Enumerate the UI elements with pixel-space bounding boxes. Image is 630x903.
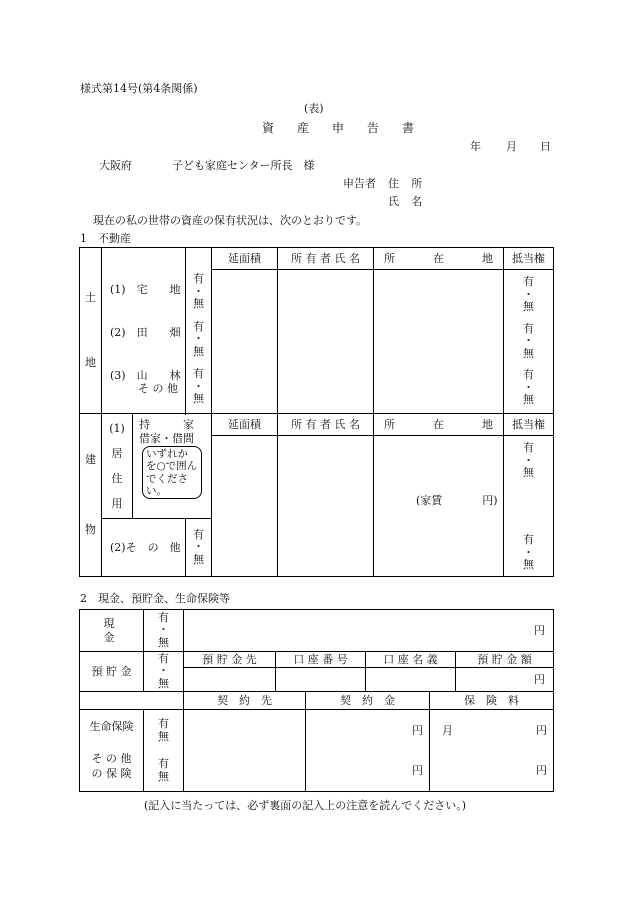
- savings-header-bank: 預 貯 金 先: [184, 652, 276, 668]
- own-house-option[interactable]: 持 家: [139, 418, 194, 431]
- land-yesno-3[interactable]: 有 ・ 無: [193, 366, 204, 406]
- building-header-area: 延面積: [212, 414, 278, 436]
- life-insurance-yesno[interactable]: 有 無: [158, 716, 169, 743]
- insurance-premium-cell: [430, 710, 554, 792]
- choice-instruction: いずれかを○で囲んでください。: [142, 446, 202, 498]
- insurance-table: [79, 691, 554, 792]
- land-owner-field[interactable]: [278, 270, 374, 414]
- land-yesno-2[interactable]: 有 ・ 無: [193, 319, 204, 358]
- life-insurance-amount-field[interactable]: 円: [412, 723, 423, 737]
- section-cash-title: 2 現金、預貯金、生命保険等: [80, 592, 230, 605]
- other-insurance-yesno[interactable]: 有 無: [158, 756, 169, 783]
- savings-bank-field[interactable]: [184, 668, 276, 692]
- building-other-yesno-cell: [186, 519, 212, 577]
- date-year: 年: [470, 140, 481, 153]
- form-number: 様式第14号(第4条関係): [80, 82, 198, 95]
- building-group-cell: [80, 414, 102, 577]
- other-insurance-amount-field[interactable]: 円: [412, 763, 423, 777]
- land-mortgage-cell: [504, 270, 554, 414]
- savings-header-account-no: 口 座 番 号: [276, 652, 366, 668]
- land-type-forest: (3) 山 林 そ の 他: [110, 369, 181, 396]
- savings-header-amount: 預 貯 金 額: [456, 652, 554, 668]
- real-estate-table: [79, 247, 554, 577]
- savings-account-name-field[interactable]: [366, 668, 456, 692]
- rented-option[interactable]: 借家・借間: [139, 432, 194, 446]
- residence-label: (1) 居 住 用: [102, 414, 133, 518]
- applicant-label: 申告者: [343, 177, 376, 190]
- building-mortgage-cell: [504, 436, 554, 577]
- land-type-residential: (1) 宅 地: [110, 283, 181, 297]
- land-header-mortgage: 抵当権: [504, 248, 554, 270]
- rent-amount-field[interactable]: (家賃 円): [416, 494, 498, 507]
- cash-yesno-cell: [144, 610, 184, 652]
- land-yesno-1[interactable]: 有 ・ 無: [193, 272, 204, 311]
- insurance-header-company: 契 約 先: [184, 692, 306, 710]
- building-other-label: (2)そ の 他: [102, 519, 186, 577]
- land-label-top: 土: [85, 291, 96, 305]
- other-insurance-premium-field[interactable]: 円: [536, 763, 547, 777]
- land-location-field[interactable]: [374, 270, 504, 414]
- insurance-amount-cell: [306, 710, 430, 792]
- footer-note: (記入に当たっては、必ず裏面の記入上の注意を読んでください。): [144, 799, 467, 812]
- land-type-farmland: (2) 田 畑: [110, 326, 181, 340]
- building-header-mortgage: 抵当権: [504, 414, 554, 436]
- savings-yesno[interactable]: 有 ・ 無: [158, 651, 169, 690]
- building-location-field[interactable]: [374, 436, 504, 577]
- land-header-area: 延面積: [212, 248, 278, 270]
- land-yesno-cell: [186, 248, 212, 414]
- land-header-location: 所 在 地: [374, 248, 504, 270]
- land-mortgage-yesno-1[interactable]: 有 ・ 無: [523, 274, 534, 314]
- insurance-header-premium: 保 険 料: [430, 692, 554, 710]
- date-month: 月: [506, 140, 517, 153]
- insurance-yesno-cell: [144, 710, 184, 792]
- building-header-location: 所 在 地: [374, 414, 504, 436]
- addressee-prefecture: 大阪府: [99, 159, 132, 172]
- name-label: 氏 名: [388, 195, 427, 208]
- land-header-owner: 所 有 者 氏 名: [278, 248, 374, 270]
- residence-cell: [102, 414, 212, 519]
- land-group-cell: [80, 248, 102, 414]
- insurance-header-blank: [80, 692, 184, 710]
- cash-label: 現 金: [80, 610, 144, 652]
- savings-label: 預 貯 金: [80, 652, 144, 692]
- cash-amount-field[interactable]: 円: [184, 610, 554, 652]
- front-label: (表): [304, 102, 324, 115]
- life-insurance-premium-field[interactable]: 月 円: [442, 723, 547, 737]
- building-label-top: 建: [85, 453, 96, 467]
- building-area-field[interactable]: [212, 436, 278, 577]
- building-mortgage-yesno-1[interactable]: 有 ・ 無: [523, 441, 534, 480]
- land-label-bottom: 地: [85, 356, 96, 370]
- intro-text: 現在の私の世帯の資産の保有状況は、次のとおりです。: [93, 214, 368, 227]
- building-label-bottom: 物: [85, 523, 96, 537]
- land-mortgage-yesno-3[interactable]: 有 ・ 無: [523, 368, 534, 407]
- document-title: 資 産 申 告 書: [262, 121, 424, 135]
- building-header-owner: 所 有 者 氏 名: [278, 414, 374, 436]
- life-insurance-label: 生命保険: [89, 720, 134, 734]
- building-other-yesno[interactable]: 有 ・ 無: [193, 527, 204, 566]
- building-owner-field[interactable]: [278, 436, 374, 577]
- insurance-company-field[interactable]: [184, 710, 306, 792]
- building-mortgage-yesno-2[interactable]: 有 ・ 無: [523, 533, 534, 572]
- insurance-labels-cell: [80, 710, 144, 792]
- savings-amount-field[interactable]: 円: [456, 668, 554, 692]
- land-types-cell: [102, 248, 186, 414]
- cash-yesno[interactable]: 有 ・ 無: [158, 610, 169, 649]
- savings-header-account-name: 口 座 名 義: [366, 652, 456, 668]
- other-insurance-label: そ の 他 の 保 険: [91, 752, 132, 780]
- land-area-field[interactable]: [212, 270, 278, 414]
- savings-account-no-field[interactable]: [276, 668, 366, 692]
- date-day: 日: [540, 140, 551, 153]
- insurance-header-amount: 契 約 金: [306, 692, 430, 710]
- addressee-center: 子ども家庭センター所長 様: [172, 159, 315, 172]
- section-real-estate-title: 1 不動産: [80, 232, 131, 245]
- cash-savings-table: [79, 609, 554, 692]
- savings-yesno-cell: [144, 652, 184, 692]
- land-mortgage-yesno-2[interactable]: 有 ・ 無: [523, 321, 534, 360]
- address-label: 住 所: [388, 177, 427, 190]
